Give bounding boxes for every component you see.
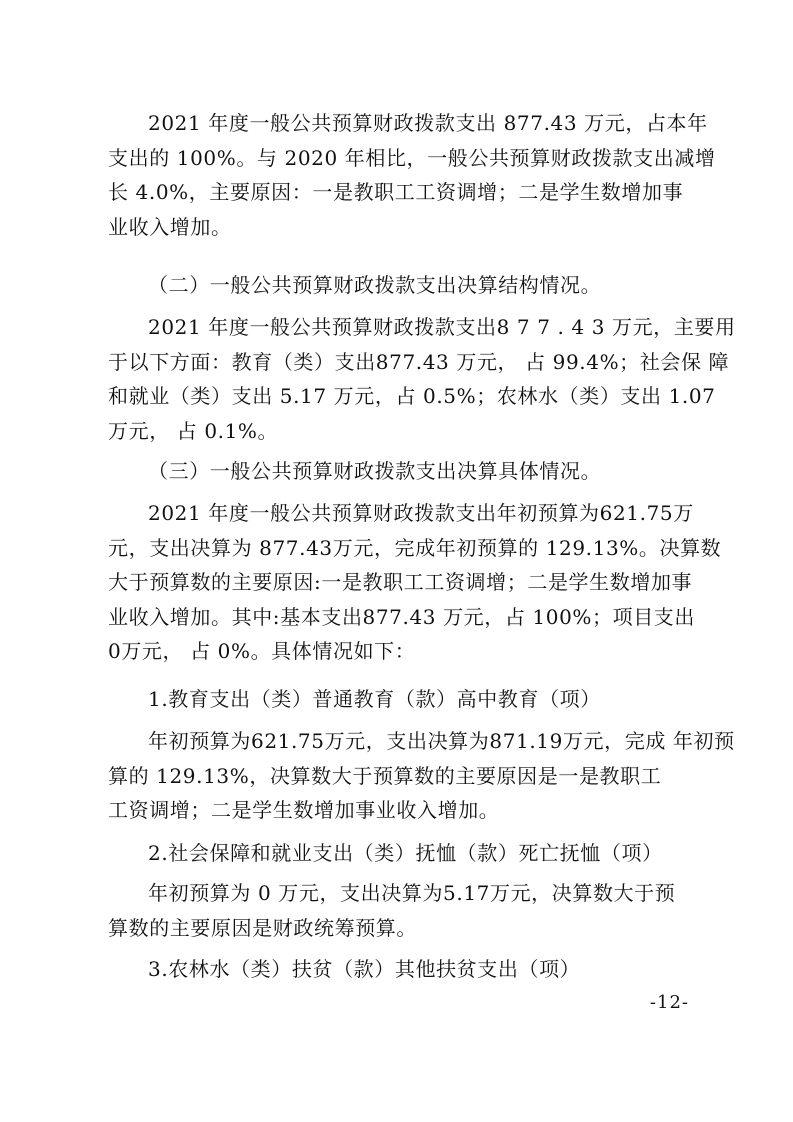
paragraph-specific-details	[108, 496, 722, 669]
text-line: 年初预算为621.75万元，支出决算为871.19万元，完成 年初预	[148, 729, 735, 753]
text-line: 算数的主要原因是财政统筹预算。	[108, 915, 417, 940]
text-line: 2021 年度一般公共预算财政拨款支出8 7 7 . 4 3 万元，主要用	[148, 315, 736, 339]
section-heading-structure	[108, 268, 693, 303]
text-line: 万元， 占 0.1%。	[108, 418, 279, 443]
text-line: 2021 年度一般公共预算财政拨款支出 877.43 万元，占本年	[148, 111, 708, 135]
text-line: 业收入增加。其中:基本支出877.43 万元，占 100%；项目支出	[108, 604, 696, 629]
text-line: 业收入增加。	[108, 214, 232, 239]
text-line: 于以下方面：教育（类）支出877.43 万元， 占 99.4%；社会保 障	[108, 349, 730, 374]
heading-text: （三）一般公共预算财政拨款支出决算具体情况。	[148, 459, 602, 483]
text-line: 工资调增；二是学生数增加事业收入增加。	[108, 798, 500, 822]
text-line: 2021 年度一般公共预算财政拨款支出年初预算为621.75万	[148, 501, 694, 525]
text-line: 0万元， 占 0%。具体情况如下：	[108, 639, 416, 663]
item-heading-education	[108, 682, 693, 717]
text-line: 支出的 100%。与 2020 年相比，一般公共预算财政拨款支出减增	[108, 145, 716, 170]
item-heading-agriculture	[108, 952, 693, 987]
paragraph-structure-details	[108, 310, 736, 448]
heading-text: 2.社会保障和就业支出（类）抚恤（款）死亡抚恤（项）	[148, 841, 663, 865]
section-heading-specific	[108, 454, 693, 489]
heading-text: 3.农林水（类）扶贫（款）其他扶贫支出（项）	[148, 957, 581, 981]
page-number: -12-	[649, 992, 689, 1013]
item-heading-social-security	[108, 836, 693, 871]
text-line: 年初预算为 0 万元，支出决算为5.17万元，决算数大于预	[148, 881, 676, 905]
text-line: 算的 129.13%，决算数大于预算数的主要原因是一是教职工	[108, 763, 662, 788]
heading-text: 1.教育支出（类）普通教育（款）高中教育（项）	[148, 687, 601, 711]
text-line: 长 4.0%，主要原因：一是教职工工资调增；二是学生数增加事	[108, 180, 684, 204]
paragraph-social-security	[108, 876, 693, 945]
paragraph-budget-total	[108, 106, 716, 244]
paragraph-education	[108, 724, 735, 828]
heading-text: （二）一般公共预算财政拨款支出决算结构情况。	[148, 273, 602, 297]
text-line: 大于预算数的主要原因:一是教职工工资调增；二是学生数增加事	[108, 570, 693, 594]
text-line: 元，支出决算为 877.43万元，完成年初预算的 129.13%。决算数	[108, 535, 722, 560]
text-line: 和就业（类）支出 5.17 万元，占 0.5%；农林水（类）支出 1.07	[108, 384, 716, 408]
